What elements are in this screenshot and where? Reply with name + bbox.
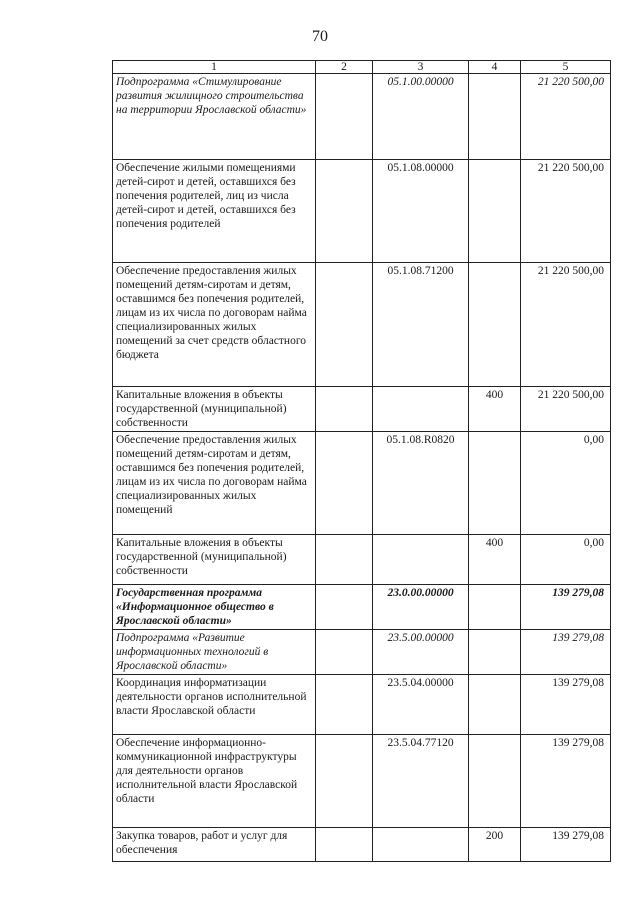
row-column-2-cell [316, 535, 373, 585]
row-code-cell [373, 535, 469, 585]
row-name-cell: Обеспечение предоставления жилых помещений детям-сиротам и детям, оставшимся без попечения родителей, лицам из их числа по договорам найма специализированных жилых помещений [113, 432, 316, 535]
table-row [113, 74, 611, 160]
row-code-cell: 05.1.08.R0820 [373, 432, 469, 535]
row-code-cell: 05.1.08.00000 [373, 160, 469, 263]
row-column-2-cell [316, 585, 373, 630]
row-code-cell: 23.5.00.00000 [373, 630, 469, 675]
row-code-cell: 05.1.00.00000 [373, 74, 469, 160]
row-column-2-cell [316, 74, 373, 160]
row-name-cell: Обеспечение информационно-коммуникационной инфраструктуры для деятельности органов исполнительной власти Ярославской области [113, 735, 316, 828]
row-expense-type-cell [469, 74, 521, 160]
row-sum-cell: 21 220 500,00 [521, 263, 611, 387]
row-expense-type-cell [469, 160, 521, 263]
column-header-3: 3 [373, 61, 469, 74]
row-name-cell: Обеспечение предоставления жилых помещений детям-сиротам и детям, оставшимся без попечения родителей, лицам из их числа по договорам найма специализированных жилых помещений за счет средств областного бюджета [113, 263, 316, 387]
row-sum-cell: 139 279,08 [521, 630, 611, 675]
row-sum-cell: 21 220 500,00 [521, 387, 611, 432]
column-header-2: 2 [316, 61, 373, 74]
column-header-1: 1 [113, 61, 316, 74]
row-name-cell: Подпрограмма «Стимулирование развития жилищного строительства на территории Ярославской области» [113, 74, 316, 160]
row-expense-type-cell [469, 432, 521, 535]
table-row [113, 585, 611, 630]
table-row [113, 263, 611, 387]
row-column-2-cell [316, 828, 373, 862]
row-code-cell: 05.1.08.71200 [373, 263, 469, 387]
row-sum-cell: 139 279,08 [521, 735, 611, 828]
row-name-cell: Капитальные вложения в объекты государственной (муниципальной) собственности [113, 387, 316, 432]
row-expense-type-cell [469, 735, 521, 828]
table-row [113, 160, 611, 263]
row-name-cell: Обеспечение жилыми помещениями детей-сирот и детей, оставшихся без попечения родителей, лиц из числа детей-сирот и детей, оставшихся без попечения родителей [113, 160, 316, 263]
row-expense-type-cell [469, 263, 521, 387]
table-header-row [113, 61, 611, 74]
row-name-cell: Подпрограмма «Развитие информационных технологий в Ярославской области» [113, 630, 316, 675]
row-column-2-cell [316, 387, 373, 432]
budget-table [112, 60, 611, 862]
page-number: 70 [312, 28, 328, 45]
row-name-cell: Закупка товаров, работ и услуг для обеспечения [113, 828, 316, 862]
row-code-cell [373, 828, 469, 862]
row-sum-cell: 0,00 [521, 432, 611, 535]
row-expense-type-cell [469, 585, 521, 630]
row-code-cell: 23.0.00.00000 [373, 585, 469, 630]
row-sum-cell: 139 279,08 [521, 828, 611, 862]
row-column-2-cell [316, 630, 373, 675]
table-row [113, 735, 611, 828]
row-column-2-cell [316, 160, 373, 263]
row-name-cell: Государственная программа «Информационное общество в Ярославской области» [113, 585, 316, 630]
row-column-2-cell [316, 675, 373, 735]
table-row [113, 432, 611, 535]
table-row [113, 630, 611, 675]
row-code-cell: 23.5.04.77120 [373, 735, 469, 828]
table-row [113, 387, 611, 432]
table-row [113, 675, 611, 735]
row-sum-cell: 0,00 [521, 535, 611, 585]
row-expense-type-cell: 400 [469, 387, 521, 432]
row-expense-type-cell: 200 [469, 828, 521, 862]
row-code-cell [373, 387, 469, 432]
row-name-cell: Координация информатизации деятельности органов исполнительной власти Ярославской области [113, 675, 316, 735]
row-name-cell: Капитальные вложения в объекты государственной (муниципальной) собственности [113, 535, 316, 585]
table-row [113, 828, 611, 862]
column-header-5: 5 [521, 61, 611, 74]
row-sum-cell: 21 220 500,00 [521, 160, 611, 263]
row-sum-cell: 139 279,08 [521, 585, 611, 630]
row-column-2-cell [316, 263, 373, 387]
row-expense-type-cell [469, 630, 521, 675]
row-sum-cell: 139 279,08 [521, 675, 611, 735]
row-column-2-cell [316, 432, 373, 535]
column-header-4: 4 [469, 61, 521, 74]
row-expense-type-cell: 400 [469, 535, 521, 585]
row-expense-type-cell [469, 675, 521, 735]
row-code-cell: 23.5.04.00000 [373, 675, 469, 735]
row-sum-cell: 21 220 500,00 [521, 74, 611, 160]
row-column-2-cell [316, 735, 373, 828]
table-row [113, 535, 611, 585]
